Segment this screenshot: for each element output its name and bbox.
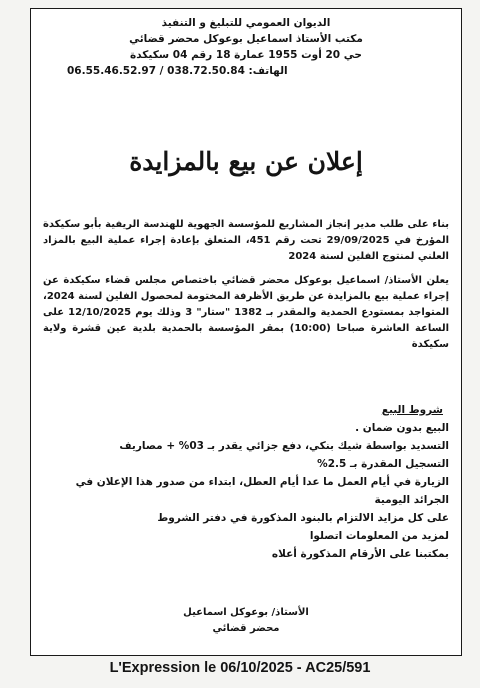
signature-block xyxy=(31,605,461,637)
request-paragraph: بناء على طلب مدير إنجاز المشاريع للمؤسسة الجهوية للهندسة الريفية بأبو سكيكدة المؤرخ في 29/09/2025 تحت رقم 451، المتعلق بإعادة إجراء عملية البيع بالمزاد العلني لمنتوج الفلين لسنة 2024 xyxy=(43,219,450,262)
condition-item: البيع بدون ضمان . xyxy=(355,422,449,434)
bailiff-office: مكتب الأستاذ اسماعيل بوعوكل محضر قضائي xyxy=(129,33,363,45)
office-address: حي 20 أوت 1955 عمارة 18 رقم 04 سكيكدة xyxy=(130,49,362,61)
announcement-title: إعلان عن بيع بالمزايدة xyxy=(129,147,363,176)
sale-paragraph: يعلن الأستاذ/ اسماعيل بوعوكل محضر قضائي باختصاص مجلس قضاء سكيكدة عن إجراء عملية بيع بالمزايدة عن طريق الأظرفة المختومة لمحصول الفلين لسنة 2024، المتواجد بمستودع الحمدية والمقدر بـ 1382 "ستار" 3 وذلك يوم 12/10/2025 على الساعة العاشرة صباحا (10:00) بمقر المؤسسة بالحمدية بلدية عين قشرة ولاية سكيكدة xyxy=(43,275,450,350)
condition-item: الزيارة في أيام العمل ما عدا أيام العطل، ابتداء من صدور هذا الإعلان في الجرائد اليومية xyxy=(75,476,449,506)
sale-conditions xyxy=(43,401,449,563)
condition-item: التسجيل المقدرة بـ 2.5% xyxy=(317,458,449,470)
condition-item: التسديد بواسطة شيك بنكي، دفع جزائي يقدر بـ 03% + مصاريف xyxy=(119,440,449,452)
office-header xyxy=(47,15,445,79)
signature-role: محضر قضائي xyxy=(212,623,280,634)
condition-item: لمزيد من المعلومات اتصلوا xyxy=(309,530,449,542)
condition-item: على كل مزايد الالتزام بالبنود المذكورة في دفتر الشروط xyxy=(157,512,449,524)
conditions-heading: شروط البيع xyxy=(381,404,443,416)
signature-name: الأستاذ/ بوعوكل اسماعيل xyxy=(183,607,309,618)
office-name: الديوان العمومي للتبليغ و التنفيذ xyxy=(161,17,331,29)
condition-item: بمكتبنا على الأرقام المذكورة أعلاه xyxy=(271,548,449,560)
publication-footer: L'Expression le 06/10/2025 - AC25/591 xyxy=(109,660,371,676)
office-phone: الهاتف: 038.72.50.84 / 06.55.46.52.97 xyxy=(67,65,288,77)
announcement-body xyxy=(43,217,449,361)
announcement-sheet xyxy=(30,8,462,656)
